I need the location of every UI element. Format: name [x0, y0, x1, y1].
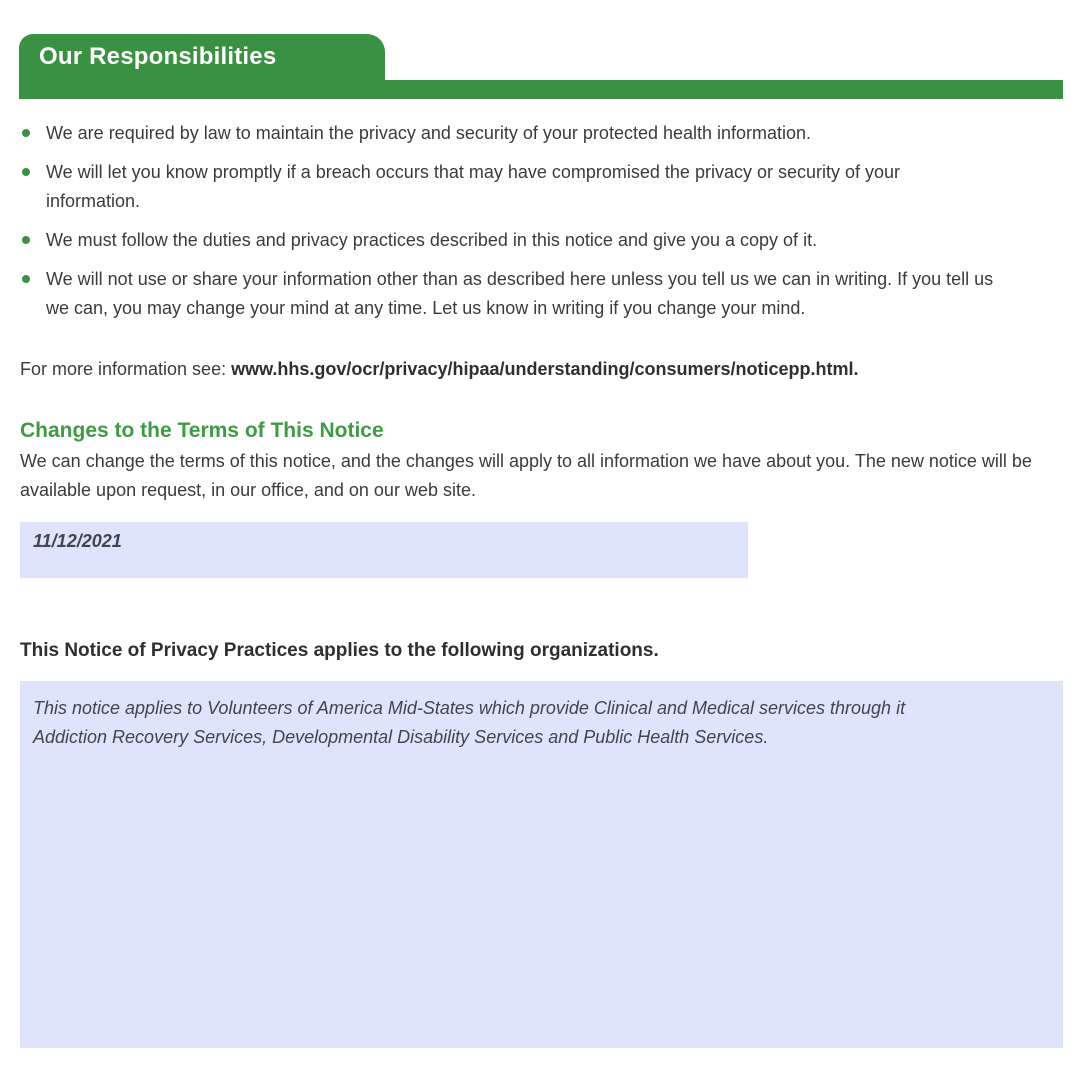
section-header-tab	[19, 34, 385, 99]
changes-section-heading: Changes to the Terms of This Notice	[20, 419, 384, 442]
list-item	[20, 265, 995, 323]
bullet-icon	[22, 168, 30, 176]
organizations-field[interactable]: This notice applies to Volunteers of America Mid-States which provide Clinical and Medical services through it Addiction Recovery Services, Developmental Disability Services and Public Health Services.	[20, 681, 1063, 1048]
list-item	[20, 226, 995, 255]
bullet-icon	[22, 236, 30, 244]
changes-section-body: We can change the terms of this notice, and the changes will apply to all information we have about you. The new notice will be available upon request, in our office, and on our web site.	[20, 451, 1032, 500]
list-item-text: We will not use or share your information other than as described here unless you tell us we can in writing. If you tell us we can, you may change your mind at any time. Let us know in writing if you change your mind.	[46, 269, 994, 318]
section-header	[19, 34, 1063, 99]
responsibilities-list	[20, 119, 1015, 333]
more-info-prefix: For more information see:	[20, 359, 232, 379]
section-title: Our Responsibilities	[39, 43, 277, 70]
hhs-privacy-url-link[interactable]: www.hhs.gov/ocr/privacy/hipaa/understanding/consumers/noticepp.html.	[231, 359, 859, 379]
more-info-line	[20, 355, 1063, 384]
organizations-heading: This Notice of Privacy Practices applies to the following organizations.	[20, 640, 659, 661]
bullet-icon	[22, 129, 30, 137]
effective-date-field[interactable]: 11/12/2021	[20, 522, 748, 578]
list-item-text: We will let you know promptly if a breach occurs that may have compromised the privacy or security of your information.	[46, 162, 901, 211]
bullet-icon	[22, 275, 30, 283]
list-item-text: We must follow the duties and privacy practices described in this notice and give you a copy of it.	[46, 230, 818, 250]
list-item	[20, 119, 995, 148]
list-item	[20, 158, 995, 216]
list-item-text: We are required by law to maintain the privacy and security of your protected health information.	[46, 123, 812, 143]
